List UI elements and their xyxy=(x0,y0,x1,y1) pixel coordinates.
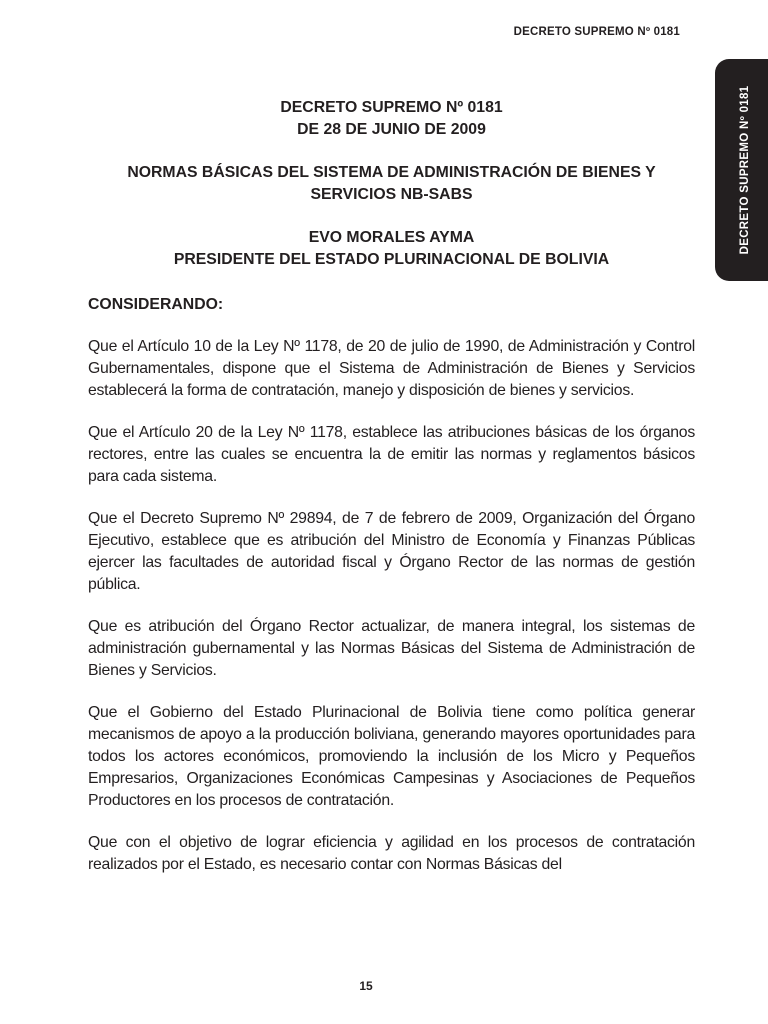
paragraph: Que con el objetivo de lograr eficiencia y agilidad en los procesos de contratación realizados por el Estado, es necesario contar con Normas Básicas del xyxy=(88,834,695,873)
paragraph: Que el Gobierno del Estado Plurinacional de Bolivia tiene como política generar mecanismos de apoyo a la producción boliviana, generando mayores oportunidades para todos los actores económicos, promoviendo la inclusión de los Micro y Pequeños Empresarios, Organizaciones Económicas Campesinas y Asociaciones de Pequeños Productores en los procesos de contratación. xyxy=(88,704,695,809)
president-role: PRESIDENTE DEL ESTADO PLURINACIONAL DE BOLIVIA xyxy=(173,251,610,268)
considering-heading: CONSIDERANDO: xyxy=(88,296,224,313)
decree-number: DECRETO SUPREMO Nº 0181 xyxy=(280,99,503,116)
president-block xyxy=(84,227,699,271)
decree-date: DE 28 DE JUNIO DE 2009 xyxy=(297,121,486,138)
norms-title xyxy=(84,162,699,206)
president-name: EVO MORALES AYMA xyxy=(308,229,475,246)
decree-title xyxy=(84,97,699,141)
running-header: DECRETO SUPREMO Nº 0181 xyxy=(513,26,680,38)
side-tab xyxy=(715,59,768,281)
document-body xyxy=(88,97,695,896)
norms-title-line-2: SERVICIOS NB-SABS xyxy=(310,186,473,203)
paragraph: Que el Artículo 10 de la Ley Nº 1178, de 20 de julio de 1990, de Administración y Control Gubernamentales, dispone que el Sistema de Administración de Bienes y Servicios establecerá la forma de contratación, manejo y disposición de bienes y servicios. xyxy=(88,338,695,399)
norms-title-line-1: NORMAS BÁSICAS DEL SISTEMA DE ADMINISTRACIÓN DE BIENES Y xyxy=(127,164,656,181)
page-number: 15 xyxy=(359,979,373,993)
side-tab-label: DECRETO SUPREMO Nº 0181 xyxy=(739,85,751,255)
paragraph: Que el Decreto Supremo Nº 29894, de 7 de febrero de 2009, Organización del Órgano Ejecutivo, establece que es atribución del Ministro de Economía y Finanzas Públicas ejercer las facultades de autoridad fiscal y Órgano Rector de las normas de gestión pública. xyxy=(88,510,695,593)
paragraph: Que el Artículo 20 de la Ley Nº 1178, establece las atribuciones básicas de los órganos rectores, entre las cuales se encuentra la de emitir las normas y reglamentos básicos para cada sistema. xyxy=(88,424,695,485)
paragraph: Que es atribución del Órgano Rector actualizar, de manera integral, los sistemas de administración gubernamental y las Normas Básicas del Sistema de Administración de Bienes y Servicios. xyxy=(88,618,695,679)
